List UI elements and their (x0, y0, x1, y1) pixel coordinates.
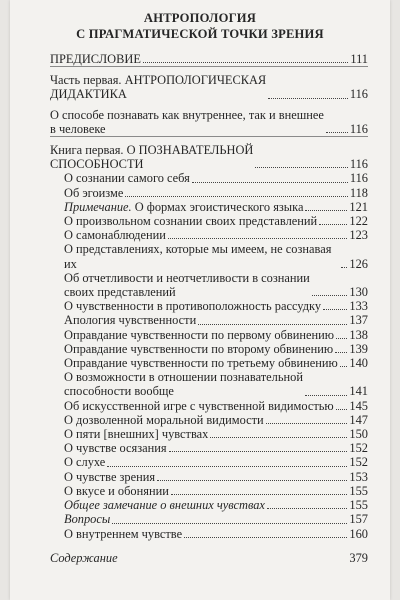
leader-dots (341, 267, 347, 268)
toc-entry (50, 470, 368, 484)
toc-entry-plain-text: О возможности в отношении познавательной способности вообще (64, 370, 303, 399)
leader-dots (168, 238, 348, 239)
toc-entry-italic-text: Общее замечание о внешних чувствах (64, 498, 265, 513)
leader-dots (157, 480, 347, 481)
page-title (10, 10, 390, 42)
toc-page-number: 139 (349, 341, 368, 356)
toc-entry (50, 200, 368, 214)
toc-entry-text (64, 427, 208, 441)
title-line-2: С ПРАГМАТИЧЕСКОЙ ТОЧКИ ЗРЕНИЯ (76, 27, 324, 41)
toc-page-number: 116 (349, 121, 368, 136)
toc-entry-text (64, 512, 110, 526)
toc-entry (50, 171, 368, 185)
leader-dots (125, 196, 348, 197)
toc-entry (50, 441, 368, 455)
toc-entry-text: Часть первая. АНТРОПОЛОГИЧЕСКАЯ ДИДАКТИКА (50, 73, 267, 102)
toc-page-number: 145 (349, 398, 368, 413)
leader-dots (336, 338, 347, 339)
toc-page-number: 155 (349, 498, 368, 513)
toc-entry (50, 214, 368, 228)
toc-entry-plain-text: О самонаблюдении (64, 228, 166, 243)
leader-dots (107, 466, 347, 467)
leader-dots (340, 366, 348, 367)
toc-entry-plain-text: О внутреннем чувстве (64, 526, 183, 541)
toc-entry (50, 299, 368, 313)
leader-dots (171, 494, 348, 495)
toc-entry (50, 228, 368, 242)
toc-entry-text (64, 299, 321, 313)
leader-dots (112, 523, 347, 524)
toc-entry-plain-text: Оправдание чувственности по первому обвинению (64, 327, 335, 342)
toc-entry (50, 271, 368, 299)
toc-entry (50, 527, 368, 541)
leader-dots (267, 508, 347, 509)
toc-entry-plain-text: Оправдание чувственности по второму обвинению (64, 341, 334, 356)
leader-dots (305, 395, 347, 396)
toc-page-number: 152 (349, 455, 368, 470)
toc-entry (50, 313, 368, 327)
toc-page-number: 157 (349, 512, 368, 527)
leader-dots (143, 62, 348, 63)
divider (50, 136, 368, 137)
toc-entry-plain-text: О слухе (64, 455, 106, 470)
toc-entry-text (64, 413, 264, 427)
toc-entry-part1-intro (50, 108, 368, 136)
leader-dots (319, 224, 347, 225)
toc-entry-plain-text: О сознании самого себя (64, 171, 190, 186)
toc-entry-book1 (50, 143, 368, 171)
toc-entry-plain-text: О дозволенной моральной видимости (64, 412, 264, 427)
toc-page-number: 140 (349, 356, 368, 371)
toc-page-number: 116 (349, 87, 368, 102)
toc-page-number: 155 (349, 483, 368, 498)
toc-page-number: 130 (349, 285, 368, 300)
leader-dots (312, 295, 348, 296)
toc-entry-plain-text: О представлениях, которые мы имеем, не сознавая их (64, 242, 332, 271)
toc-entry (50, 512, 368, 526)
toc-entry-text (64, 214, 317, 228)
leader-dots (266, 423, 348, 424)
toc-entry-plain-text: О пяти [внешних] чувствах (64, 427, 209, 442)
toc-entry-plain-text: О чувстве осязания (64, 441, 167, 456)
toc-entry-text (64, 342, 333, 356)
toc-entry-italic-text: Примечание. (64, 199, 132, 214)
divider (50, 66, 368, 67)
toc-entry-text: Книга первая. О ПОЗНАВАТЕЛЬНОЙ СПОСОБНОСТИ (50, 143, 254, 172)
toc-entry (50, 399, 368, 413)
toc-entry-text (64, 313, 196, 327)
toc-entry-text (64, 171, 190, 185)
toc-entry-plain-text: О чувстве зрения (64, 469, 156, 484)
toc-items (50, 171, 368, 540)
leader-dots (336, 409, 348, 410)
leader-dots (169, 451, 348, 452)
toc-entry-text (64, 200, 303, 214)
toc-page-number: 123 (349, 228, 368, 243)
leader-dots (326, 132, 348, 133)
toc-entry-text: ПРЕДИСЛОВИЕ (50, 52, 141, 66)
leader-dots (268, 98, 348, 99)
toc-entry-plain-text: Об искусственной игре с чувственной видимостью (64, 398, 334, 413)
toc-entry-text (64, 484, 169, 498)
table-of-contents (50, 52, 368, 541)
leader-dots (255, 167, 348, 168)
toc-page-number: 150 (349, 427, 368, 442)
leader-dots (184, 537, 347, 538)
toc-entry-text (64, 328, 334, 342)
toc-entry-plain-text: О чувственности в противоположность рассудку (64, 299, 322, 314)
toc-page-number: 133 (349, 299, 368, 314)
toc-entry-preface (50, 52, 368, 66)
toc-page-number: 121 (349, 199, 368, 214)
toc-entry (50, 427, 368, 441)
toc-entry-text (64, 498, 265, 512)
leader-dots (305, 210, 347, 211)
toc-entry (50, 455, 368, 469)
leader-dots (323, 309, 347, 310)
toc-page-number: 116 (349, 157, 368, 172)
toc-entry-text (64, 455, 105, 469)
toc-entry-plain-text: Оправдание чувственности по третьему обвинению (64, 356, 338, 371)
toc-entry-text (64, 527, 182, 541)
toc-entry-text (64, 370, 303, 398)
toc-page-number: 137 (349, 313, 368, 328)
leader-dots (192, 182, 348, 183)
toc-entry-text (64, 356, 338, 370)
toc-entry-text (64, 242, 339, 270)
toc-entry-plain-text: О произвольном сознании своих представлений (64, 214, 318, 229)
leader-dots (335, 352, 347, 353)
leader-dots (210, 437, 347, 438)
toc-entry-part1 (50, 73, 368, 101)
toc-page-number: 116 (349, 171, 368, 186)
page-footer (50, 551, 368, 566)
toc-page-number: 118 (349, 185, 368, 200)
toc-entry (50, 370, 368, 398)
toc-entry-plain-text: О вкусе и обонянии (64, 483, 169, 498)
toc-entry-text: О способе познавать как внутреннее, так и внешнее в человеке (50, 107, 324, 136)
toc-entry-italic-text: Вопросы (64, 512, 111, 527)
toc-entry-plain-text: Об эгоизме (64, 185, 124, 200)
footer-section-label: Содержание (50, 551, 118, 565)
toc-entry (50, 356, 368, 370)
footer-page-number: 379 (349, 551, 368, 565)
leader-dots (198, 324, 347, 325)
toc-entry-text (64, 186, 123, 200)
toc-page-number: 147 (349, 412, 368, 427)
toc-entry-plain-text: Апология чувственности (64, 313, 197, 328)
toc-entry (50, 242, 368, 270)
toc-page-number: 160 (349, 526, 368, 541)
toc-page-number: 153 (349, 469, 368, 484)
toc-entry-plain-text: Об отчетливости и неотчетливости в сознании своих представлений (64, 270, 310, 300)
toc-page-number: 141 (349, 384, 368, 399)
toc-page-number: 126 (349, 256, 368, 271)
book-page (10, 0, 390, 600)
toc-entry (50, 413, 368, 427)
toc-entry (50, 186, 368, 200)
toc-entry-text (64, 271, 310, 299)
toc-entry-text (64, 470, 155, 484)
toc-entry-text (64, 441, 167, 455)
toc-entry-plain-text: О формах эгоистического языка (131, 199, 304, 214)
toc-entry (50, 498, 368, 512)
toc-entry-text (64, 399, 334, 413)
toc-page-number: 111 (350, 52, 368, 66)
toc-entry-text (64, 228, 166, 242)
toc-entry (50, 484, 368, 498)
title-line-1: АНТРОПОЛОГИЯ (143, 11, 257, 25)
toc-page-number: 122 (349, 214, 368, 229)
toc-entry (50, 328, 368, 342)
toc-entry (50, 342, 368, 356)
toc-page-number: 138 (349, 327, 368, 342)
toc-page-number: 152 (349, 441, 368, 456)
